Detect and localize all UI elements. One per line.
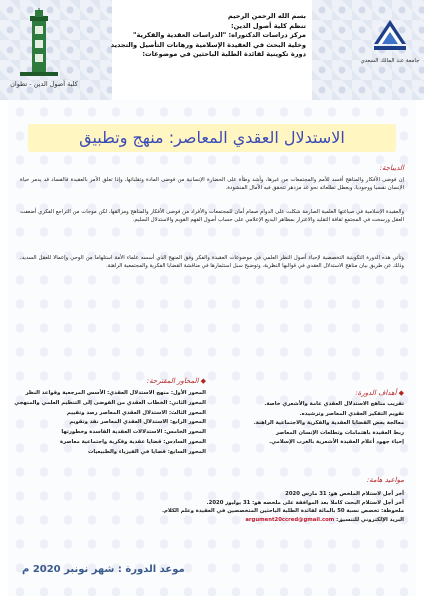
faculty-logo-caption: كلية أصول الدين - تطوان [10, 80, 78, 88]
list-item: إحياء جهود أعلام العقيدة الأشعرية بالغرب الإسلامي. [269, 439, 404, 445]
email-label: البريد الإلكتروني للتنسيق: [336, 516, 404, 523]
preamble-paragraph-3: وتأتي هذه الدورة التكوينية التخصصية لإحياء أصول النظر العلمي في موضوعات العقيدة والفكر وفق المنهج الذي أسسه علماء الأمة استلهاما من الوحي وإعمالا للعقل السديد، وذلك عن طريق بيان مناهج الاستدلال العقدي في قوالبها النظرية، وتوضيح سبل استثمارها في مناقشة القضايا الفكرية والمجتمعية الراهنة. [20, 255, 404, 270]
poster-title: الاستدلال العقدي المعاصر: منهج وتطبيق [79, 128, 345, 147]
list-item: آخر أجل لاستلام الملخص هو: 31 مارس 2020 [285, 491, 404, 497]
list-item: المحور السابع: قضايا في الفيزياء والطبيعيات [88, 448, 206, 455]
session-date: موعد الدورة : شهر نونبر 2020 م [22, 564, 185, 575]
list-item: آخر أجل لاستلام البحث كاملا بعد الموافقة على ملخصه هو: 31 يوليوز 2020. [206, 499, 404, 506]
university-logo [370, 14, 410, 56]
list-item: المحور الأول: منهج الاستدلال العقدي: الأسس المرجعية وقواعد النظر [25, 390, 206, 396]
list-item: تقويم التفكير العقدي المعاصر وترشيده. [299, 410, 404, 417]
axes-heading: ◆المحاور المقترحة: [146, 377, 206, 385]
axes-list [14, 389, 206, 458]
list-item: ملحوظة: تخصص نسبة 50 بالمائة لفائدة الطلبة الباحثين المتخصصين في العقيدة وعلم الكلام. [162, 508, 404, 515]
list-item: المحور الثالث: الاستدلال العقدي المعاصر رصد وتقييم [66, 409, 206, 416]
list-item: المحور الثاني: الخطاب العقدي من الفوضى إلى التنظيم العلمي والمنهجي [14, 399, 206, 406]
intro-block [106, 12, 306, 60]
basmala: بسم الله الرحمن الرحيم [227, 12, 306, 20]
contact-email-row [20, 516, 404, 525]
preamble-paragraph-1: إن فوضى الأفكار والمناهج أفسد للأمم والمجتمعات من غيرها، وأشد وطأة على الحضارة الإنسانية من فوضى المادة وتقلباتها، وإذا تعلق الأمر بالعقيدة فالفساد قد يدمر حياة الإنسان نفسيا ووجوديا، ويعطل تطلعاته نحو غد مزدهر تتحقق فيه الآمال المنشودة. [20, 177, 404, 192]
list-item: ربط العقيدة باهتمامات وتطلعات الإنسان المعاصر [275, 429, 404, 436]
important-dates-list [20, 490, 404, 524]
contact-email-link[interactable]: argument20ccred@gmail.com [245, 516, 335, 523]
preamble-heading: الديباجة: [379, 164, 404, 172]
list-item: المحور الرابع: الاستدلال العقدي المعاصر نقد وتقويم [69, 419, 206, 426]
goals-list [218, 400, 404, 448]
university-logo-caption: جامعة عبد المالك السعدي [360, 58, 420, 64]
list-item: معالجة بعض القضايا العقدية والفكرية والاجتماعية الراهنة. [253, 420, 404, 426]
faculty-minaret-logo [10, 8, 68, 78]
dates-heading: مواعيد هامة: [366, 476, 404, 484]
preamble-paragraph-2: والعقيدة الإسلامية في صياغتها العلمية الصارمة شكلت على الدوام صمام أمان للمجتمعات والأفراد من فوضى الأفكار والمناهج ومزالقها، لكن موجات من التراجع الفكري أضعفت العقل ورسخت في المجتمع ثقافة التقليد والاغترار بمظاهر البديع الإعلامي على حساب أصول الفهم القويم والاستدلال السليم. [20, 209, 404, 224]
list-item: المحور السادس: قضايا عقدية وفكرية واجتماعية معاصرة [59, 438, 206, 445]
organizer-line: تنظم كلية أصول الدين: [231, 21, 306, 30]
list-item: تقريب مناهج الاستدلال العقدي عامة والأشعري خاصة. [264, 401, 404, 407]
doctoral-center-line: مركز دراسات الدكتوراه: "الدراسات العقدية والفكرية" [133, 31, 306, 40]
list-item: المحور الخامس: الاستدلالات العقدية الفاسدة وخطورتها [61, 429, 206, 436]
goals-heading: ◆أهداف الدورة: [355, 389, 404, 397]
training-session-line: دورة تكوينية لفائدة الطلبة الباحثين في موضوعات: [142, 50, 306, 59]
goals-bullet-icon: ◆ [398, 389, 404, 397]
axes-bullet-icon: ◆ [200, 377, 206, 385]
research-cell-line: وخلية البحث في العقيدة الإسلامية ورهانات التأصيل والتجديد [110, 40, 306, 49]
